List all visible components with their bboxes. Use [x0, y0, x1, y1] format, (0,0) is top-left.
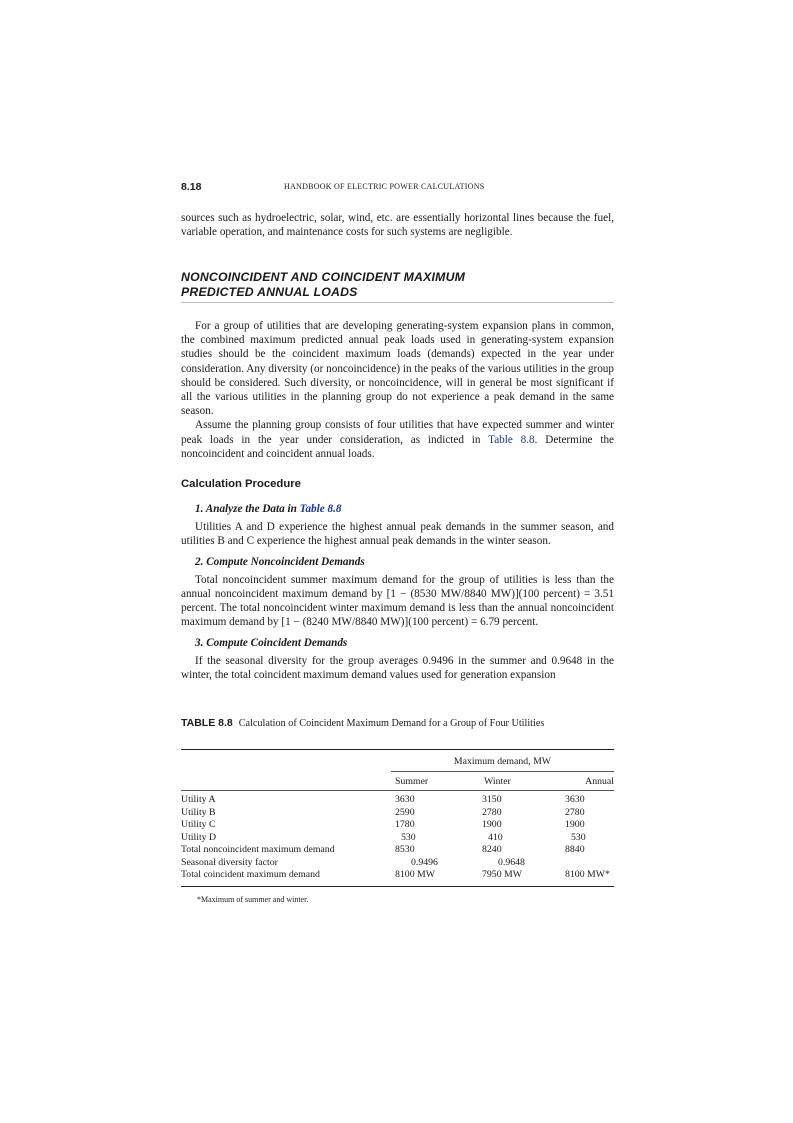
step-1-title-text: 1. Analyze the Data in	[195, 503, 300, 515]
row-label: Utility A	[181, 794, 216, 805]
winter-value: 410	[488, 831, 503, 843]
annual-value: 530	[571, 831, 586, 843]
winter-value: 0.9648	[498, 856, 525, 868]
table-row	[181, 844, 614, 857]
row-label: Total noncoincident maximum demand	[181, 844, 335, 855]
annual-value: 3630	[565, 794, 585, 805]
section-paragraph-1: For a group of utilities that are developing generating-system expansion plans in common, the combined maximum predicted annual peak loads used in generating-system expansion studies should be the coincident maximum loads (demands) expected in the year under consideration. Any diversity (or noncoincidence) in the peaks of the various utilities in the group should be considered. Such diversity, or noncoincidence, will in general be most significant if all the various utilities in the planning group do not experience a peak demand in the same season.	[181, 320, 614, 418]
intro-paragraph: sources such as hydroelectric, solar, wind, etc. are essentially horizontal lines because the fuel, variable operation, and maintenance costs for such systems are negligible.	[181, 212, 614, 239]
table-row	[181, 857, 614, 870]
winter-value: 7950 MW	[482, 869, 523, 880]
step-1-text: Utilities A and D experience the highest annual peak demands in the summer season, and utilities B and C experience the highest annual peak demands in the winter season.	[181, 521, 614, 548]
row-label: Utility B	[181, 806, 216, 818]
table-link[interactable]: Table 8.8	[488, 433, 535, 446]
table-group-header: Maximum demand, MW	[453, 756, 552, 767]
calculation-procedure-heading: Calculation Procedure	[181, 478, 301, 490]
section-title	[181, 270, 614, 303]
annual-value: 1900	[565, 819, 585, 830]
step-1	[181, 502, 614, 549]
row-label: Utility D	[181, 831, 217, 843]
table-bottom-rule	[181, 886, 614, 887]
summer-value: 3630	[395, 794, 415, 805]
annual-value: 8100 MW*	[565, 869, 610, 880]
row-label: Seasonal diversity factor	[181, 856, 278, 868]
row-label: Utility C	[181, 819, 216, 830]
step-3	[181, 636, 614, 683]
section-title-line1: NONCOINCIDENT AND COINCIDENT MAXIMUM	[181, 270, 466, 284]
summer-value: 1780	[395, 819, 415, 830]
column-header-annual: Annual	[585, 776, 614, 787]
table-row	[181, 807, 614, 820]
step-1-table-link[interactable]: Table 8.8	[299, 503, 342, 515]
summer-value: 2590	[395, 806, 415, 818]
winter-value: 2780	[482, 806, 502, 818]
winter-value: 3150	[482, 794, 502, 805]
table-caption	[181, 717, 614, 730]
column-header-summer: Summer	[395, 776, 429, 787]
annual-value: 2780	[565, 806, 585, 818]
table-caption-text: Calculation of Coincident Maximum Demand for a Group of Four Utilities	[238, 718, 545, 729]
summer-value: 0.9496	[411, 856, 438, 868]
para2-text-after: . Determine the noncoincident and coincident annual loads.	[181, 433, 615, 460]
step-2-text: Total noncoincident summer maximum demand for the group of utilities is less than the annual noncoincident maximum demand by [1 − (8530 MW/8840 MW)](100 percent) = 3.51 percent. The total noncoincident winter maximum demand is less than the annual noncoincident maximum demand by [1 − (8240 MW/8840 MW)](100 percent) = 6.79 percent.	[181, 573, 614, 629]
column-header-winter: Winter	[484, 776, 511, 787]
row-label: Total coincident maximum demand	[181, 869, 320, 880]
calculation-steps	[181, 502, 614, 688]
section-title-line2: PREDICTED ANNUAL LOADS	[181, 285, 358, 299]
section-paragraph-2	[181, 418, 614, 461]
table-header-rule	[181, 790, 614, 791]
annual-value: 8840	[565, 844, 585, 855]
step-3-title: 3. Compute Coincident Demands	[195, 636, 348, 649]
table-row	[181, 869, 614, 882]
para2-text-before: Assume the planning group consists of four utilities that have expected summer and winter peak loads in the year under consideration, as indicted in	[181, 419, 614, 446]
step-3-text: If the seasonal diversity for the group averages 0.9496 in the summer and 0.9648 in the winter, the total coincident maximum demand values used for generation expansion	[181, 654, 614, 682]
book-title: HANDBOOK OF ELECTRIC POWER CALCULATIONS	[284, 182, 485, 191]
step-2-title: 2. Compute Noncoincident Demands	[195, 555, 365, 568]
winter-value: 8240	[482, 844, 502, 855]
table-footnote: *Maximum of summer and winter.	[197, 895, 309, 904]
table-row	[181, 819, 614, 832]
table-row	[181, 794, 614, 807]
table-top-rule	[181, 749, 614, 750]
running-head	[181, 181, 614, 193]
summer-value: 530	[401, 831, 416, 843]
summer-value: 8100 MW	[395, 869, 436, 880]
winter-value: 1900	[482, 819, 502, 830]
section-body	[181, 319, 614, 461]
table-row	[181, 832, 614, 845]
summer-value: 8530	[395, 844, 415, 855]
step-2	[181, 555, 614, 630]
step-1-title	[195, 502, 614, 516]
table-label: TABLE 8.8	[181, 717, 233, 729]
page-number: 8.18	[181, 181, 202, 193]
table-group-rule	[391, 771, 614, 772]
